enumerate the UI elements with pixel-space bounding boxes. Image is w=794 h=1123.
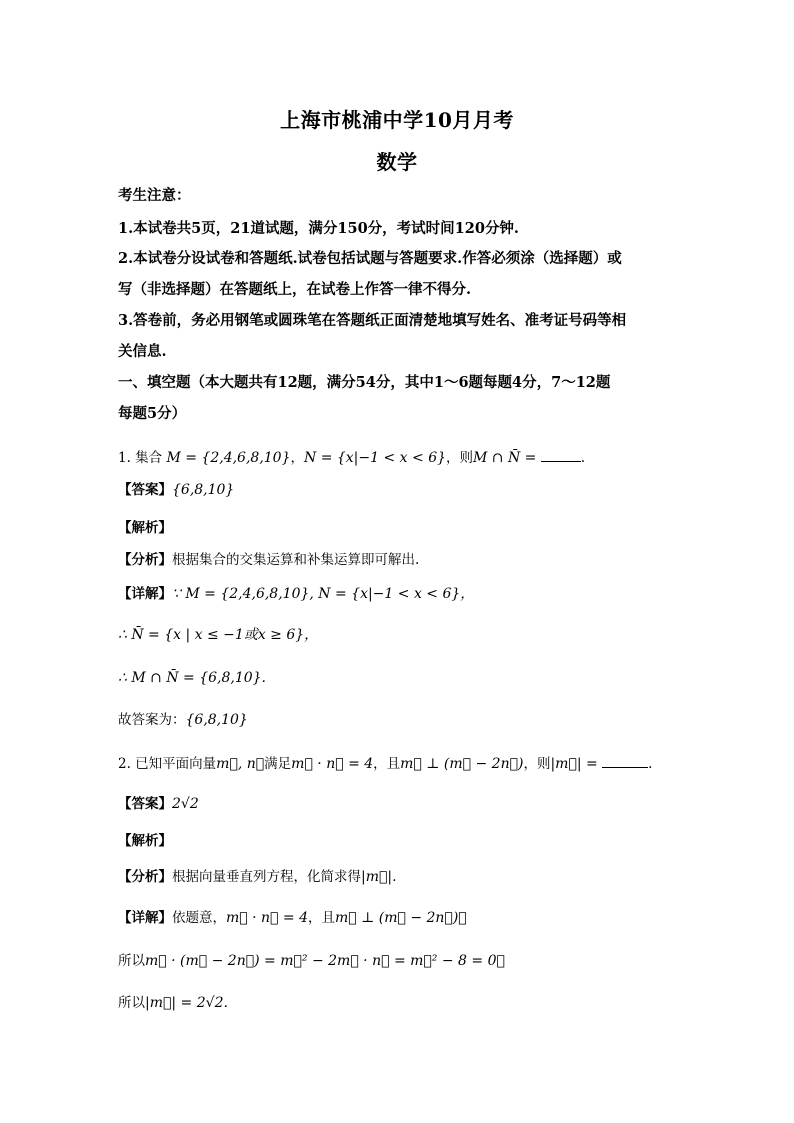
q2-fenxi: 根据向量垂直列方程，化简求得 bbox=[172, 869, 361, 885]
notice-item-3: 3.答卷前，务必用钢笔或圆珠笔在答题纸正面清楚地填写姓名、准考证号码等相 bbox=[118, 312, 627, 329]
q2-perp: m⃗ ⊥ (m⃗ − 2n⃗) bbox=[400, 756, 524, 772]
q1-detail-1: ∵ M = {2,4,6,8,10}, N = {x|−1 < x < 6}， bbox=[172, 586, 475, 602]
q1-fenxi-label: 【分析】 bbox=[118, 552, 172, 568]
exam-subject: 数学 bbox=[376, 150, 418, 174]
q1-prefix: 1. 集合 bbox=[118, 450, 163, 466]
q1-set-m: M = {2,4,6,8,10} bbox=[166, 450, 291, 466]
notice-heading: 考生注意： bbox=[118, 187, 191, 204]
q2-answer: 2√2 bbox=[172, 796, 199, 812]
q2-so2-expr: |m⃗| = 2√2. bbox=[145, 995, 228, 1011]
q1-fenxi-line bbox=[118, 550, 678, 570]
q1-answer-line bbox=[118, 480, 678, 500]
q1-then: ，则 bbox=[446, 450, 474, 466]
question-2: 2. 已知平面向量m⃗, n⃗满足m⃗ · n⃗ = 4，且m⃗ ⊥ (m⃗ − 2n⃗)，则|m⃗| = . bbox=[118, 753, 678, 774]
q2-detail-intro: 依题意， bbox=[172, 910, 226, 926]
q1-answer-label: 【答案】 bbox=[118, 482, 172, 498]
q1-detail-2: ∴ N̄ = {x | x ≤ −1或x ≥ 6}， bbox=[118, 627, 319, 643]
q2-detail-line-1 bbox=[118, 908, 678, 928]
notice-item-1: 1.本试卷共5页，21道试题，满分150分，考试时间120分钟. bbox=[118, 220, 519, 237]
q1-answer: {6,8,10} bbox=[172, 482, 235, 498]
q2-detail-line-2 bbox=[118, 951, 678, 971]
notice-item-3-cont: 关信息. bbox=[118, 343, 167, 360]
q1-detail-line-1 bbox=[118, 584, 678, 604]
q1-detail-3: ∴ M ∩ N̄ = {6,8,10}. bbox=[118, 670, 266, 686]
q2-dot: m⃗ · n⃗ = 4 bbox=[291, 756, 374, 772]
q2-answer-line bbox=[118, 794, 678, 814]
q1-detail-line-3 bbox=[118, 668, 678, 688]
q2-fenxi-line bbox=[118, 867, 678, 887]
question-1: 1. 集合 M = {2,4,6,8,10}，N = {x|−1 < x < 6}，则M ∩ N̄ = . bbox=[118, 447, 678, 468]
q2-fenxi-label: 【分析】 bbox=[118, 869, 172, 885]
q2-then: ，则 bbox=[523, 756, 551, 772]
q1-sep: ， bbox=[290, 450, 304, 466]
q1-detail-label: 【详解】 bbox=[118, 586, 172, 602]
q2-and: ，且 bbox=[373, 756, 401, 772]
q2-vecs: m⃗, n⃗ bbox=[216, 756, 265, 772]
q2-detail-dot: m⃗ · n⃗ = 4 bbox=[226, 910, 308, 926]
q2-detail-perp: m⃗ ⊥ (m⃗ − 2n⃗)， bbox=[334, 910, 467, 926]
notice-item-2: 2.本试卷分设试卷和答题纸.试卷包括试题与答题要求.作答必须涂（选择题）或 bbox=[118, 250, 622, 267]
q2-analysis-label: 【解析】 bbox=[118, 833, 172, 849]
q2-answer-label: 【答案】 bbox=[118, 796, 172, 812]
q2-mid: 满足 bbox=[264, 756, 292, 772]
q2-detail-and: ，且 bbox=[307, 910, 335, 926]
q1-fenxi: 根据集合的交集运算和补集运算即可解出. bbox=[172, 552, 420, 568]
q2-detail-label: 【详解】 bbox=[118, 910, 172, 926]
q1-final-prefix: 故答案为： bbox=[118, 712, 186, 728]
q2-prefix: 2. 已知平面向量 bbox=[118, 756, 217, 772]
q1-final: {6,8,10} bbox=[185, 712, 248, 728]
q1-final-line bbox=[118, 710, 678, 730]
q2-so-label: 所以 bbox=[118, 953, 145, 969]
q2-answer-blank bbox=[602, 753, 648, 768]
section-heading: 一、填空题（本大题共有12题，满分54分，其中1～6题每题4分，7～12题 bbox=[118, 374, 611, 391]
q2-detail-line-3 bbox=[118, 993, 678, 1013]
q2-expr: |m⃗| = bbox=[550, 756, 598, 772]
q1-detail-line-2 bbox=[118, 625, 678, 645]
q1-set-n: N = {x|−1 < x < 6} bbox=[304, 450, 447, 466]
exam-title: 上海市桃浦中学10月月考 bbox=[280, 108, 514, 132]
section-heading-cont: 每题5分） bbox=[118, 405, 187, 422]
q2-so-expr: m⃗ · (m⃗ − 2n⃗) = m⃗² − 2m⃗ · n⃗ = m⃗² − 8 = 0， bbox=[145, 953, 505, 969]
notice-item-2-cont: 写（非选择题）在答题纸上，在试卷上作答一律不得分. bbox=[118, 281, 472, 298]
q2-so2-label: 所以 bbox=[118, 995, 145, 1011]
q1-expr: M ∩ N̄ = bbox=[473, 450, 537, 466]
q2-fenxi-expr: |m⃗|. bbox=[361, 869, 397, 885]
q1-analysis-label: 【解析】 bbox=[118, 520, 172, 536]
q1-answer-blank bbox=[541, 447, 581, 462]
